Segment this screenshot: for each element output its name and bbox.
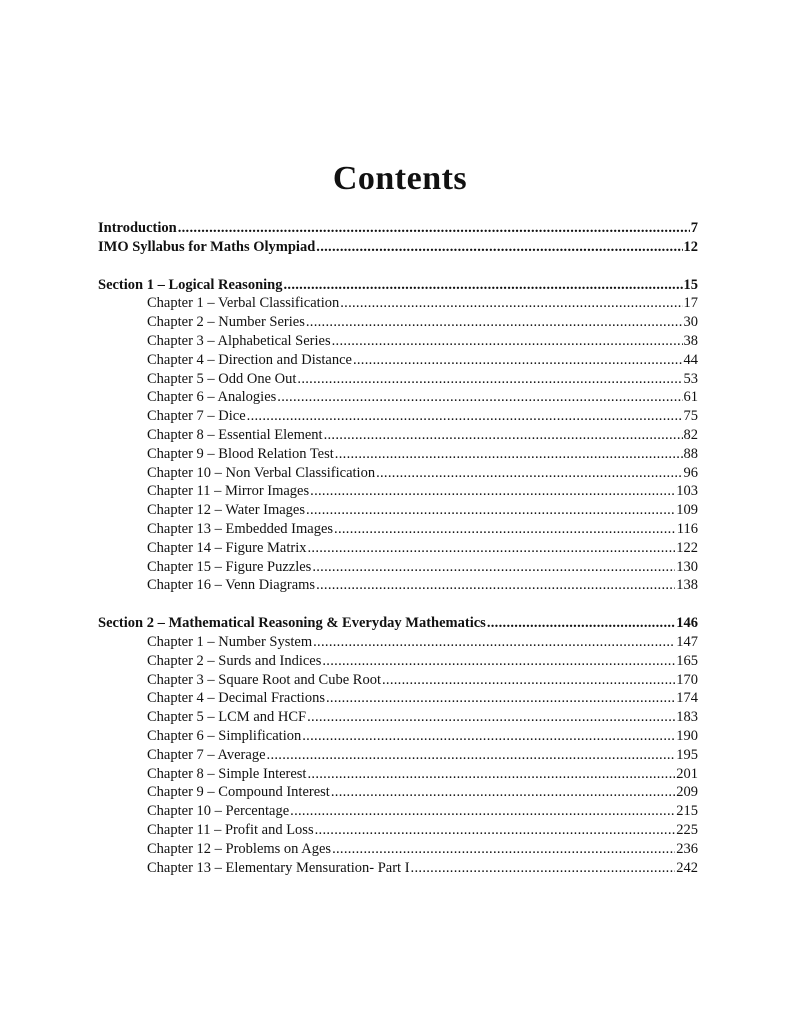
toc-entry-label: Section 2 – Mathematical Reasoning & Everyday Mathematics [98, 615, 486, 632]
toc-entry-chapter[interactable] [98, 765, 698, 784]
dot-leader [331, 783, 675, 802]
front-matter-list [98, 219, 698, 257]
dot-leader [340, 294, 682, 313]
toc-entry-chapter[interactable] [98, 708, 698, 727]
toc-entry-section-1[interactable] [98, 276, 698, 295]
toc-entry-chapter[interactable] [98, 445, 698, 464]
toc-entry-chapter[interactable] [98, 370, 698, 389]
dot-leader [376, 464, 682, 483]
toc-entry-page: 174 [676, 690, 698, 707]
toc-entry-label: Chapter 12 – Water Images [147, 502, 306, 519]
toc-entry-chapter[interactable] [98, 464, 698, 483]
page-title: Contents [332, 160, 468, 197]
toc-entry-chapter[interactable] [98, 689, 698, 708]
dot-leader [178, 219, 690, 238]
toc-entry-chapter[interactable] [98, 388, 698, 407]
toc-entry-chapter[interactable] [98, 576, 698, 595]
toc-entry-label: Chapter 9 – Compound Interest [147, 784, 330, 801]
dot-leader [307, 539, 675, 558]
toc-entry-label: Chapter 13 – Elementary Mensuration- Part I [147, 859, 410, 876]
toc-entry-label: Chapter 1 – Verbal Classification [147, 295, 340, 312]
toc-entry-page: 165 [676, 652, 698, 669]
dot-leader [411, 859, 676, 878]
dot-leader [334, 520, 676, 539]
section-gap [98, 595, 698, 614]
toc-entry-page: 138 [676, 577, 698, 594]
dot-leader [326, 689, 675, 708]
toc-entry-page: 103 [676, 483, 698, 500]
toc-entry-page: 109 [676, 502, 698, 519]
dot-leader [353, 351, 683, 370]
toc-entry-section-2[interactable] [98, 614, 698, 633]
toc-entry-chapter[interactable] [98, 313, 698, 332]
toc-entry-chapter[interactable] [98, 539, 698, 558]
toc-entry-chapter[interactable] [98, 426, 698, 445]
toc-entry-page: 96 [683, 464, 698, 481]
dot-leader [312, 558, 675, 577]
toc-entry-page: 122 [676, 539, 698, 556]
toc-entry-label: Chapter 5 – Odd One Out [147, 370, 297, 387]
toc-entry-page: 75 [683, 408, 698, 425]
toc-entry-page: 147 [676, 633, 698, 650]
toc-entry[interactable] [98, 238, 698, 257]
dot-leader [310, 482, 675, 501]
toc-entry-label: Chapter 1 – Number System [147, 633, 313, 650]
toc-entry-label: Chapter 2 – Number Series [147, 314, 305, 331]
toc-entry-label: Chapter 11 – Profit and Loss [147, 821, 314, 838]
toc-entry-page: 116 [676, 520, 698, 537]
dot-leader [307, 708, 675, 727]
toc-entry-chapter[interactable] [98, 294, 698, 313]
toc-entry-label: Chapter 7 – Average [147, 746, 266, 763]
toc-entry-chapter[interactable] [98, 746, 698, 765]
dot-leader [306, 313, 683, 332]
toc-entry-chapter[interactable] [98, 558, 698, 577]
dot-leader [487, 614, 675, 633]
toc-entry-page: 38 [683, 332, 698, 349]
toc-entry-label: Chapter 11 – Mirror Images [147, 483, 310, 500]
dot-leader [332, 332, 683, 351]
toc-entry-label: Chapter 4 – Decimal Fractions [147, 690, 325, 707]
toc-entry-chapter[interactable] [98, 840, 698, 859]
toc-entry-page: 215 [676, 803, 698, 820]
toc-entry-page: 170 [676, 671, 698, 688]
dot-leader [297, 370, 682, 389]
toc-entry-page: 130 [676, 558, 698, 575]
toc-entry-page: 7 [690, 220, 698, 236]
toc-entry-label: Chapter 14 – Figure Matrix [147, 539, 307, 556]
toc-entry-chapter[interactable] [98, 652, 698, 671]
toc-entry-page: 44 [683, 351, 698, 368]
toc-entry-label: Chapter 10 – Non Verbal Classification [147, 464, 376, 481]
dot-leader [307, 765, 675, 784]
toc-entry-label: Introduction [98, 220, 177, 236]
toc-entry-page: 12 [683, 238, 698, 255]
toc-entry-chapter[interactable] [98, 633, 698, 652]
toc-entry-label: Chapter 3 – Alphabetical Series [147, 332, 331, 349]
toc-entry-chapter[interactable] [98, 821, 698, 840]
dot-leader [322, 652, 675, 671]
toc-entry-label: Chapter 7 – Dice [147, 408, 246, 425]
toc-entry-chapter[interactable] [98, 501, 698, 520]
toc-entry-page: 53 [683, 370, 698, 387]
toc-entry-label: Chapter 6 – Simplification [147, 727, 302, 744]
toc-entry-label: Chapter 16 – Venn Diagrams [147, 577, 316, 594]
dot-leader [332, 840, 675, 859]
dot-leader [313, 633, 675, 652]
toc-entry-chapter[interactable] [98, 520, 698, 539]
toc-entry-label: Chapter 13 – Embedded Images [147, 520, 334, 537]
toc-entry-chapter[interactable] [98, 351, 698, 370]
dot-leader [247, 407, 683, 426]
toc-entry-label: Chapter 6 – Analogies [147, 389, 277, 406]
toc-entry-label: Chapter 10 – Percentage [147, 803, 290, 820]
dot-leader [315, 821, 676, 840]
toc-entry-page: 17 [683, 295, 698, 312]
toc-entry-page: 88 [683, 445, 698, 462]
toc-entry-label: IMO Syllabus for Maths Olympiad [98, 238, 316, 255]
toc-entry-page: 190 [676, 727, 698, 744]
toc-entry-page: 30 [683, 314, 698, 331]
toc-entry-label: Chapter 4 – Direction and Distance [147, 351, 352, 368]
toc-entry-page: 201 [676, 765, 698, 782]
toc-entry-page: 82 [683, 426, 698, 443]
toc-entry-page: 225 [676, 821, 698, 838]
dot-leader [283, 276, 682, 295]
toc-entry-page: 146 [676, 615, 698, 632]
toc-entry-label: Chapter 8 – Essential Element [147, 426, 323, 443]
table-of-contents [98, 219, 698, 877]
dot-leader [382, 671, 675, 690]
dot-leader [267, 746, 676, 765]
toc-entry-page: 209 [676, 784, 698, 801]
toc-entry-chapter[interactable] [98, 482, 698, 501]
dot-leader [316, 238, 682, 257]
toc-entry-chapter[interactable] [98, 802, 698, 821]
toc-entry-chapter[interactable] [98, 783, 698, 802]
toc-entry-label: Chapter 9 – Blood Relation Test [147, 445, 334, 462]
section-1-chapter-list [98, 294, 698, 595]
toc-entry-label: Chapter 5 – LCM and HCF [147, 709, 307, 726]
toc-entry-label: Chapter 8 – Simple Interest [147, 765, 307, 782]
toc-entry-label: Chapter 15 – Figure Puzzles [147, 558, 312, 575]
toc-entry-chapter[interactable] [98, 407, 698, 426]
section-2-chapter-list [98, 633, 698, 877]
dot-leader [324, 426, 683, 445]
toc-entry-page: 242 [676, 859, 698, 876]
toc-entry-label: Chapter 2 – Surds and Indices [147, 652, 322, 669]
dot-leader [306, 501, 675, 520]
toc-entry-label: Section 1 – Logical Reasoning [98, 276, 283, 293]
toc-entry-chapter[interactable] [98, 671, 698, 690]
toc-entry-page: 195 [676, 746, 698, 763]
dot-leader [316, 576, 675, 595]
toc-entry-page: 183 [676, 709, 698, 726]
toc-entry-label: Chapter 12 – Problems on Ages [147, 840, 332, 857]
toc-entry-page: 61 [683, 389, 698, 406]
section-gap [98, 257, 698, 276]
toc-entry-chapter[interactable] [98, 859, 698, 878]
dot-leader [335, 445, 683, 464]
toc-entry[interactable] [98, 219, 698, 238]
dot-leader [290, 802, 675, 821]
toc-entry-chapter[interactable] [98, 332, 698, 351]
dot-leader [302, 727, 675, 746]
toc-entry-label: Chapter 3 – Square Root and Cube Root [147, 671, 381, 688]
toc-entry-page: 15 [683, 276, 698, 293]
dot-leader [277, 388, 682, 407]
toc-entry-page: 236 [676, 840, 698, 857]
toc-entry-chapter[interactable] [98, 727, 698, 746]
